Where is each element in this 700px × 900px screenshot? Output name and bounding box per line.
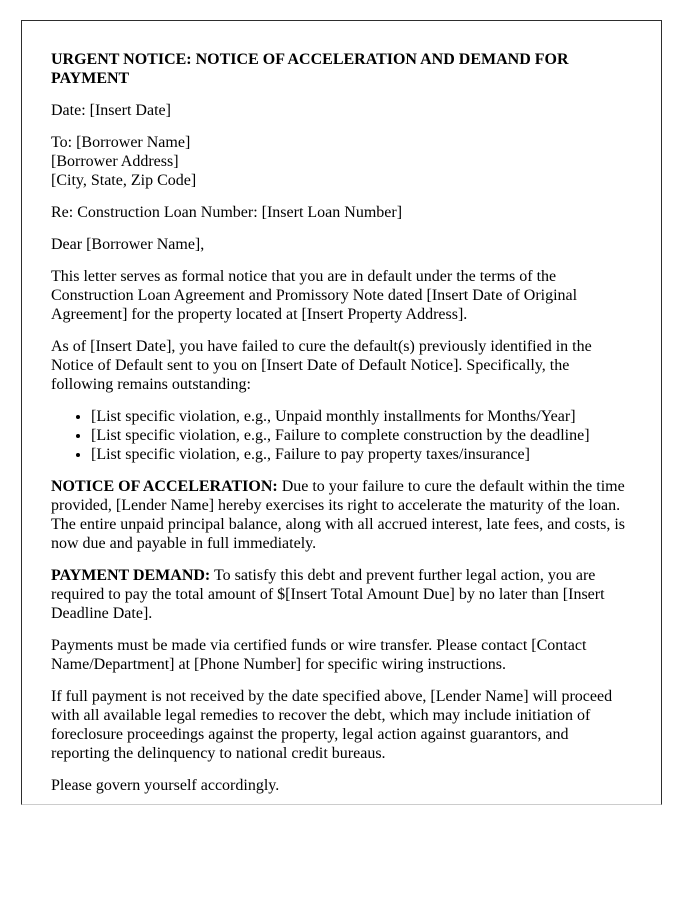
remedies-paragraph: If full payment is not received by the date specified above, [Lender Name] will proceed with all available legal remedies to recover the debt, which may include initiation of foreclosure proceedings against the property, legal action against guarantors, and reporting the delinquency to national credit bureaus. [51, 688, 613, 762]
payment-demand-body: To satisfy this debt and prevent further legal action, you are required to pay the total amount of $[Insert Total Amount Due] by no later than [Insert Deadline Date]. [51, 567, 605, 622]
violation-item: • [List specific violation, e.g., Unpaid monthly installments for Months/Year] [91, 407, 630, 426]
recipient-address-line: [Borrower Address] [51, 153, 179, 170]
acceleration-label: NOTICE OF ACCELERATION: [51, 478, 278, 495]
default-notice-paragraph: As of [Insert Date], you have failed to cure the default(s) previously identified in the Notice of Default sent to you on [Insert Date of Default Notice]. Specifically, the following remains outstanding: [51, 338, 592, 393]
payment-instructions-paragraph: Payments must be made via certified funds or wire transfer. Please contact [Contact Name/Department] at [Phone Number] for specific wiring instructions. [51, 637, 587, 673]
salutation: Dear [Borrower Name], [51, 236, 205, 253]
recipient-city-line: [City, State, Zip Code] [51, 172, 197, 189]
violation-item: • [List specific violation, e.g., Failure to pay property taxes/insurance] [91, 445, 630, 464]
acceleration-body: Due to your failure to cure the default within the time provided, [Lender Name] hereby exercises its right to accelerate the maturity of the loan. The entire unpaid principal balance, along with all accrued interest, late fees, and costs, is now due and payable in full immediately. [51, 478, 625, 552]
recipient-name-line: To: [Borrower Name] [51, 134, 191, 151]
letter-container [21, 20, 662, 805]
recipient-block [51, 133, 630, 190]
letter-heading: URGENT NOTICE: NOTICE OF ACCELERATION AND DEMAND FOR PAYMENT [51, 51, 569, 87]
intro-paragraph: This letter serves as formal notice that you are in default under the terms of the Construction Loan Agreement and Promissory Note dated [Insert Date of Original Agreement] for the property located at [Insert Property Address]. [51, 268, 578, 323]
payment-demand-paragraph [51, 566, 630, 623]
violations-list [51, 407, 630, 464]
violation-item: • [List specific violation, e.g., Failure to complete construction by the deadline] [91, 426, 630, 445]
closing-line: Please govern yourself accordingly. [51, 777, 280, 794]
acceleration-paragraph [51, 477, 630, 553]
date-line: Date: [Insert Date] [51, 102, 171, 119]
payment-demand-label: PAYMENT DEMAND: [51, 567, 211, 584]
reference-line: Re: Construction Loan Number: [Insert Loan Number] [51, 204, 403, 221]
